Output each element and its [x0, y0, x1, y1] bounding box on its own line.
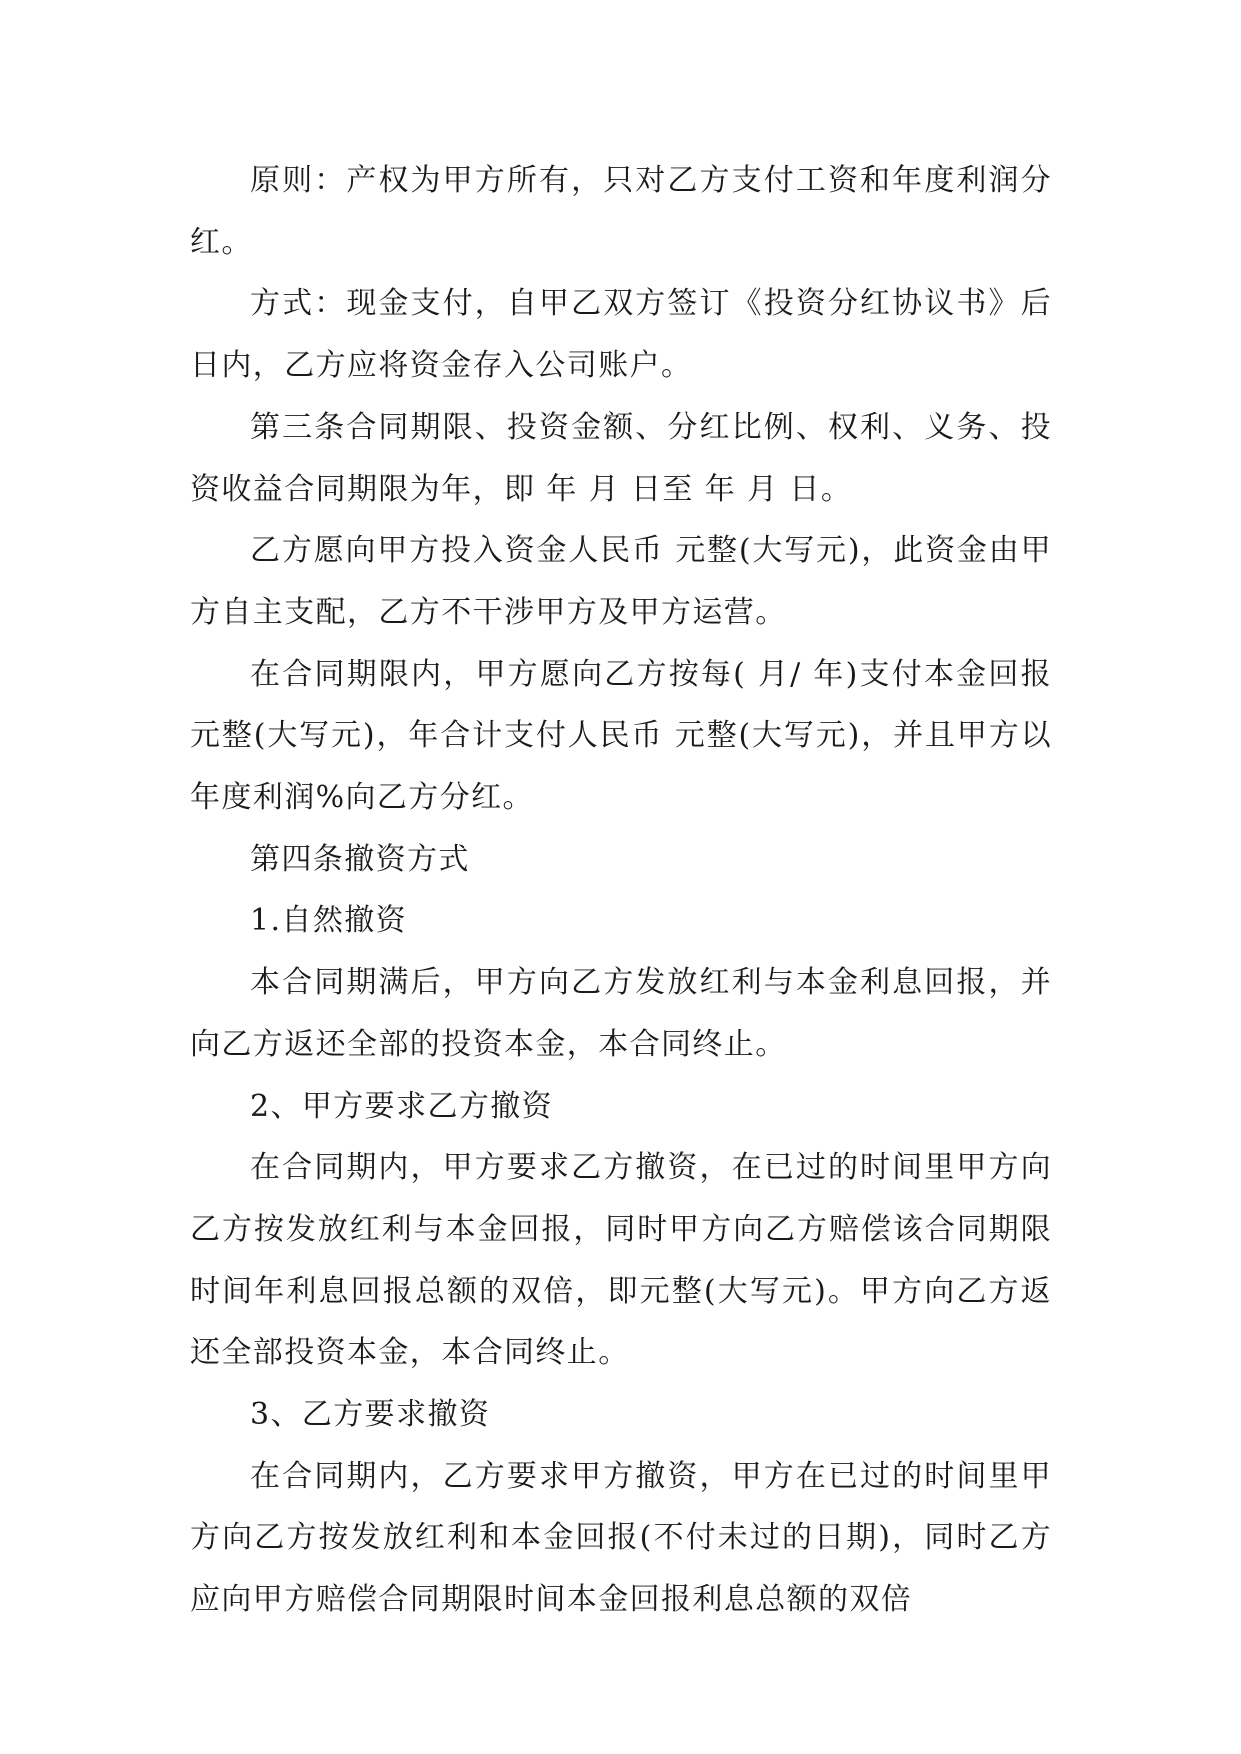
paragraph-party-a-requests: 在合同期内，甲方要求乙方撤资，在已过的时间里甲方向乙方按发放红利与本金回报，同时甲方向乙方赔偿该合同期限时间年利息回报总额的双倍，即元整(大写元)。甲方向乙方返还全部投资本金，本合同终止。 — [190, 1150, 1052, 1371]
paragraph-return-payment: 在合同期限内，甲方愿向乙方按每( 月/ 年)支付本金回报元整(大写元)，年合计支付人民币 元整(大写元)，并且甲方以年度利润%向乙方分红。 — [190, 656, 1052, 816]
paragraph-article-3-term: 第三条合同期限、投资金额、分红比例、权利、义务、投资收益合同期限为年，即 年 月 日至 年 月 日。 — [190, 409, 1052, 507]
heading-party-b-requests: 3、乙方要求撤资 — [250, 1397, 491, 1433]
paragraph-natural-withdrawal: 本合同期满后，甲方向乙方发放红利与本金利息回报，并向乙方返还全部的投资本金，本合同终止。 — [190, 965, 1052, 1062]
document-page — [190, 150, 1052, 1631]
paragraph-principle: 原则：产权为甲方所有，只对乙方支付工资和年度利润分红。 — [190, 163, 1052, 260]
heading-article-4: 第四条撤资方式 — [250, 841, 470, 877]
paragraph-payment-method: 方式：现金支付，自甲乙双方签订《投资分红协议书》后日内，乙方应将资金存入公司账户。 — [190, 286, 1052, 384]
paragraph-party-b-requests: 在合同期内，乙方要求甲方撤资，甲方在已过的时间里甲方向乙方按发放红利和本金回报(不付未过的日期)，同时乙方应向甲方赔偿合同期限时间本金回报利息总额的双倍 — [190, 1458, 1052, 1618]
paragraph-investment-amount: 乙方愿向甲方投入资金人民币 元整(大写元)，此资金由甲方自主支配，乙方不干涉甲方及甲方运营。 — [190, 533, 1052, 630]
heading-party-a-requests: 2、甲方要求乙方撤资 — [250, 1088, 554, 1124]
heading-natural-withdrawal: 1.自然撤资 — [250, 903, 408, 939]
